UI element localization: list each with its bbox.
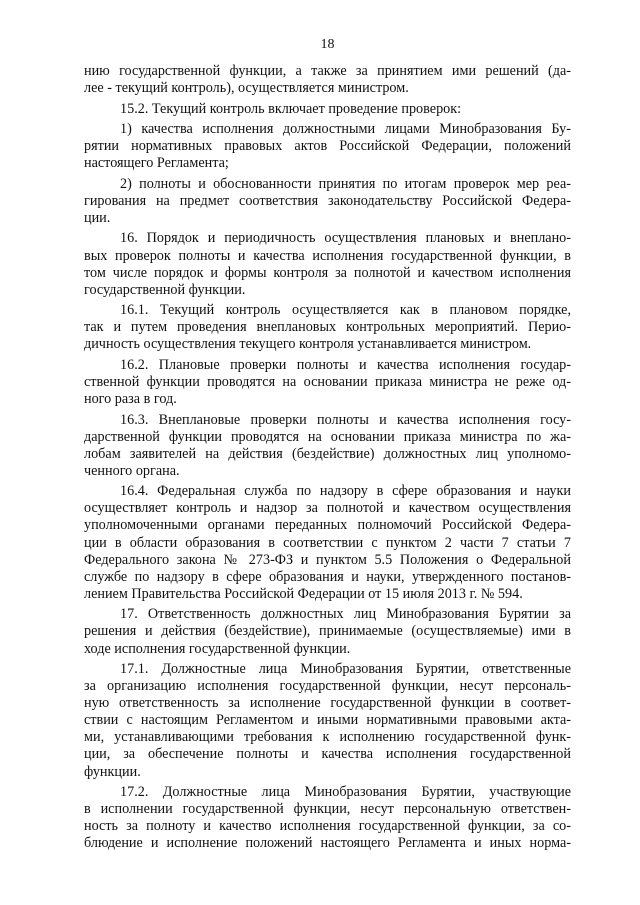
- paragraph: [84, 412, 571, 480]
- text-line: ного раза в год.: [84, 391, 177, 408]
- text-line: 16.1. Текущий контроль осуществляется как в плановом порядке,: [120, 302, 571, 319]
- text-line: уполномоченными органами переданных полномочий Российской Федера-: [84, 517, 571, 534]
- text-line: функции.: [84, 763, 141, 780]
- text-line: нию государственной функции, а также за принятием ими решений (да-: [84, 63, 571, 79]
- text-line: Федерального закона № 273-ФЗ и пунктом 5.5 Положения о Федеральной: [84, 551, 571, 568]
- paragraph: [84, 483, 571, 603]
- paragraph: [84, 176, 571, 227]
- text-line: 16.4. Федеральная служба по надзору в сфере образования и науки: [120, 483, 571, 500]
- text-line: ченного органа.: [84, 462, 180, 479]
- text-line: ходе исполнения государственной функции.: [84, 640, 351, 657]
- text-line: рятии нормативных правовых актов Российской Федерации, положений: [84, 138, 571, 155]
- text-line: осуществляет контроль и надзор за полнотой и качеством осуществления: [84, 500, 571, 517]
- text-line: настоящего Регламента;: [84, 155, 229, 172]
- text-line: дарственной функции проводятся на основании приказа министра по жа-: [84, 428, 571, 445]
- text-line: за организацию исполнения государственной функции, несут персональ-: [84, 678, 571, 695]
- text-line: решения и действия (бездействие), принимаемые (осуществляемые) ими в: [84, 623, 571, 640]
- text-line: лобам заявителей на действия (бездействие) должностных лиц уполномо-: [84, 445, 571, 462]
- text-line: ную ответственность за исполнение государственной функции в соответ-: [84, 695, 571, 712]
- document-body: [84, 63, 571, 856]
- text-line: лением Правительства Российской Федерации от 15 июля 2013 г. № 594.: [84, 585, 523, 602]
- text-line: 16. Порядок и периодичность осуществления плановых и внеплано-: [120, 230, 571, 247]
- paragraph: [84, 302, 571, 353]
- text-line: 17.1. Должностные лица Минобразования Бурятии, ответственные: [120, 661, 571, 677]
- text-line: 2) полноты и обоснованности принятия по итогам проверок мер реа-: [120, 175, 571, 192]
- document-page: [84, 0, 571, 905]
- paragraph: [84, 121, 571, 172]
- text-line: гирования на предмет соответствия законодательству Российской Федера-: [84, 192, 571, 209]
- page-number: 18: [320, 37, 335, 52]
- text-line: в исполнении государственной функции, несут персональную ответствен-: [84, 801, 571, 818]
- text-line: государственной функции.: [84, 281, 246, 298]
- text-line: ми, устанавливающими требования к исполнению государственной функ-: [84, 729, 571, 746]
- text-line: ции, за обеспечение полноты и качества исполнения государственной: [84, 746, 571, 763]
- text-line: 16.2. Плановые проверки полноты и качества исполнения государ-: [120, 356, 571, 373]
- text-line: 17. Ответственность должностных лиц Минобразования Бурятии за: [120, 606, 571, 623]
- text-line: ственной функции проводятся на основании приказа министра не реже од-: [84, 373, 571, 390]
- text-line: ность за полноту и качество исполнения государственной функции, за со-: [84, 818, 571, 835]
- paragraph: [84, 230, 571, 298]
- text-line: так и путем проведения внеплановых контрольных мероприятий. Перио-: [84, 319, 571, 336]
- text-line: 17.2. Должностные лица Минобразования Бурятии, участвующие: [120, 784, 571, 801]
- text-line: службе по надзору в сфере образования и науки, утвержденного постанов-: [84, 568, 571, 585]
- text-line: том числе порядок и формы контроля за полнотой и качеством исполнения: [84, 264, 571, 281]
- paragraph: [84, 357, 571, 408]
- text-line: дичность осуществления текущего контроля устанавливается министром.: [84, 336, 532, 353]
- text-line: 15.2. Текущий контроль включает проведение проверок:: [120, 100, 462, 117]
- text-line: ствии с настоящим Регламентом и иными нормативными правовыми акта-: [84, 712, 571, 729]
- paragraph: [84, 101, 571, 118]
- text-line: ции в области образования в соответствии с пунктом 2 части 7 статьи 7: [84, 534, 571, 551]
- text-line: ции.: [84, 209, 111, 226]
- paragraph: [84, 784, 571, 852]
- paragraph: [84, 661, 571, 781]
- text-line: лее - текущий контроль), осуществляется министром.: [84, 80, 409, 97]
- text-line: 1) качества исполнения должностными лицами Минобразования Бу-: [120, 121, 571, 138]
- paragraph: [84, 606, 571, 657]
- text-line: 16.3. Внеплановые проверки полноты и качества исполнения госу-: [120, 411, 571, 428]
- text-line: блюдение и исполнение положений настоящего Регламента и иных норма-: [84, 835, 571, 852]
- paragraph: [84, 63, 571, 97]
- text-line: вых проверок полноты и качества исполнения государственной функции, в: [84, 247, 571, 264]
